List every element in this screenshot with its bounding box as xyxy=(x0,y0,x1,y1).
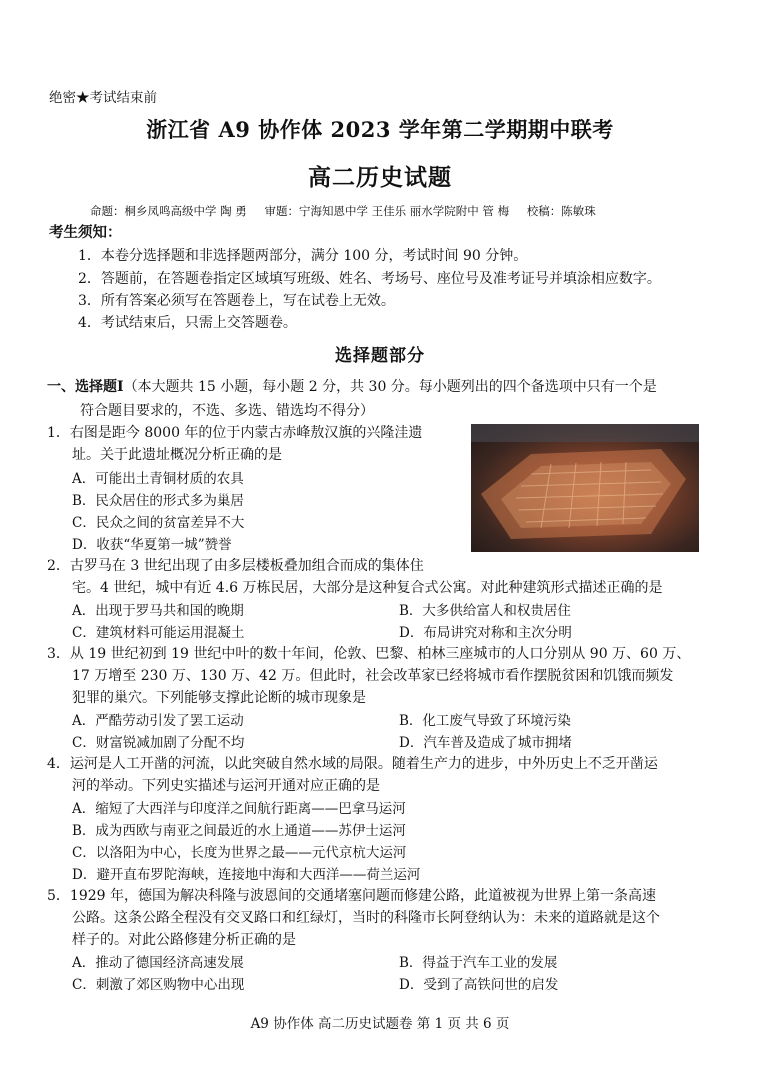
question-3-option-c: C．财富锐减加剧了分配不均 xyxy=(72,735,245,751)
reviewer-credit: 审题：宁海知恩中学 王佳乐 丽水学院附中 管 梅 xyxy=(264,204,510,218)
question-1-option-a: A．可能出土青铜材质的农具 xyxy=(72,471,244,487)
question-2-line: 宅。4 世纪，城中有近 4.6 万栋民居，大部分是这种复合式公寓。对此种建筑形式描述正确的是 xyxy=(72,580,663,596)
notice-item: 3．所有答案必须写在答题卷上，写在试卷上无效。 xyxy=(78,293,395,309)
question-1-line: 1．右图是距今 8000 年的位于内蒙古赤峰敖汉旗的兴隆洼遗 xyxy=(47,425,423,441)
question-3-line: 犯罪的巢穴。下列能够支撑此论断的城市现象是 xyxy=(72,690,366,706)
question-2-option-a: A．出现于罗马共和国的晚期 xyxy=(72,603,244,619)
question-1-option-b: B．民众居住的形式多为巢居 xyxy=(72,493,244,509)
section-title: 选择题部分 xyxy=(335,346,425,366)
question-2-option-b: B．大多供给富人和权贵居住 xyxy=(399,603,571,619)
notice-item: 1．本卷分选择题和非选择题两部分，满分 100 分，考试时间 90 分钟。 xyxy=(78,248,528,264)
question-1-option-d: D．收获“华夏第一城”赞誉 xyxy=(72,537,232,553)
question-4-option-a: A．缩短了大西洋与印度洋之间航行距离——巴拿马运河 xyxy=(72,801,406,817)
question-5-option-d: D．受到了高铁问世的启发 xyxy=(399,977,559,993)
question-5-line: 公路。这条公路全程没有交叉路口和红绿灯，当时的科隆市长阿登纳认为：未来的道路就是这个 xyxy=(72,910,660,926)
question-3-line: 3．从 19 世纪初到 19 世纪中叶的数十年间，伦敦、巴黎、柏林三座城市的人口分别从 90 万、60 万、 xyxy=(47,646,691,662)
question-5-line: 5．1929 年，德国为解决科隆与波恩间的交通堵塞问题而修建公路，此道被视为世界上第一条高速 xyxy=(47,888,656,904)
question-4-option-c: C．以洛阳为中心，长度为世界之最——元代京杭大运河 xyxy=(72,845,407,861)
archaeological-site-photo xyxy=(471,424,699,552)
question-4-line: 4．运河是人工开凿的河流，以此突破自然水域的局限。随着生产力的进步，中外历史上不乏开凿运 xyxy=(47,756,658,772)
part-label: 一、选择题Ⅰ xyxy=(47,379,124,395)
question-3-option-b: B．化工废气导致了环境污染 xyxy=(399,713,571,729)
part-description-cont: 符合题目要求的，不选、多选、错选均不得分） xyxy=(80,403,374,419)
notice-item: 4．考试结束后，只需上交答题卷。 xyxy=(78,315,297,331)
credits-line xyxy=(90,203,610,219)
question-2-option-c: C．建筑材料可能运用混凝土 xyxy=(72,625,245,641)
setter-credit: 命题：桐乡凤鸣高级中学 陶 勇 xyxy=(90,204,247,218)
question-3-option-d: D．汽车普及造成了城市拥堵 xyxy=(399,735,572,751)
page-footer: A9 协作体 高二历史试题卷 第 1 页 共 6 页 xyxy=(250,1016,510,1032)
exam-title: 浙江省 A9 协作体 2023 学年第二学期期中联考 xyxy=(146,117,614,142)
question-5-option-a: A．推动了德国经济高速发展 xyxy=(72,955,244,971)
question-2-option-d: D．布局讲究对称和主次分明 xyxy=(399,625,572,641)
question-4-option-d: D．避开直布罗陀海峡，连接地中海和大西洋——荷兰运河 xyxy=(72,867,421,883)
question-1-option-c: C．民众之间的贫富差异不大 xyxy=(72,515,245,531)
question-3-line: 17 万增至 230 万、130 万、42 万。但此时，社会改革家已经将城市看作摆脱贫困和饥饿而频发 xyxy=(72,668,674,684)
part-heading xyxy=(47,376,657,396)
notice-item: 2．答题前，在答题卷指定区域填写班级、姓名、考场号、座位号及准考证号并填涂相应数字。 xyxy=(78,271,661,287)
site-photo-drawing xyxy=(471,424,699,552)
question-5-line: 样子的。对此公路修建分析正确的是 xyxy=(72,932,296,948)
question-4-line: 河的举动。下列史实描述与运河开通对应正确的是 xyxy=(72,778,380,794)
notice-title: 考生须知： xyxy=(49,224,122,241)
exam-subtitle: 高二历史试题 xyxy=(308,164,452,191)
question-5-option-c: C．刺激了郊区购物中心出现 xyxy=(72,977,245,993)
question-2-line: 2．古罗马在 3 世纪出现了由多层楼板叠加组合而成的集体住 xyxy=(47,558,424,574)
question-1-line: 址。关于此遗址概况分析正确的是 xyxy=(72,447,282,463)
part-description: （本大题共 15 小题，每小题 2 分，共 30 分。每小题列出的四个备选项中只有一个是 xyxy=(123,379,657,395)
proofreader-credit: 校稿：陈敏珠 xyxy=(526,204,596,218)
question-3-option-a: A．严酷劳动引发了罢工运动 xyxy=(72,713,244,729)
question-5-option-b: B．得益于汽车工业的发展 xyxy=(399,955,558,971)
secret-mark: 绝密★考试结束前 xyxy=(49,90,157,106)
question-4-option-b: B．成为西欧与南亚之间最近的水上通道——苏伊士运河 xyxy=(72,823,406,839)
